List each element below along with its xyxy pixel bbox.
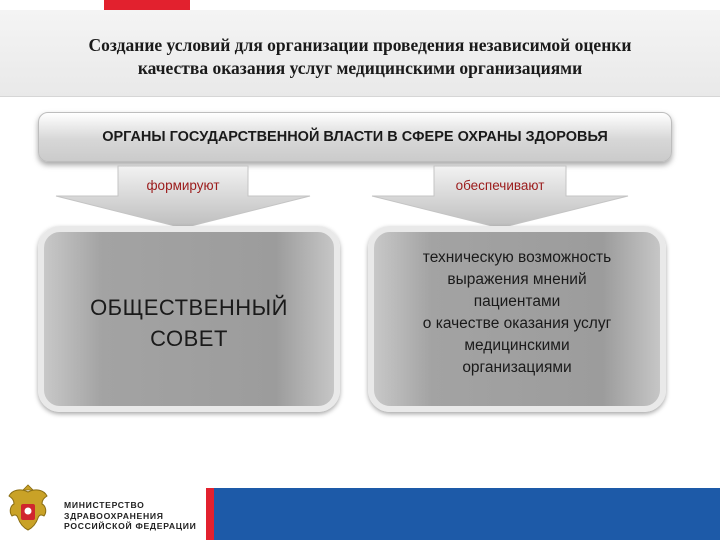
technical-line-5: медицинскими	[464, 337, 570, 354]
footer-blue-band	[214, 488, 720, 540]
title-line-2: качества оказания услуг медицинскими организациями	[137, 58, 583, 78]
footer	[0, 480, 720, 540]
title-line-1: Создание условий для организации проведения независимой оценки	[88, 35, 632, 55]
technical-line-4: о качестве оказания услуг	[422, 315, 612, 332]
right-arrow-label: обеспечивают	[455, 178, 545, 193]
ministry-line-3: РОССИЙСКОЙ ФЕДЕРАЦИИ	[64, 521, 197, 531]
technical-line-1: техническую возможность	[422, 249, 612, 266]
technical-capability-text	[423, 247, 611, 379]
ministry-name	[64, 500, 197, 532]
public-council-line-2: СОВЕТ	[150, 326, 228, 351]
authorities-header-text: ОРГАНЫ ГОСУДАРСТВЕННОЙ ВЛАСТИ В СФЕРЕ ОХРАНЫ ЗДОРОВЬЯ	[102, 129, 608, 145]
footer-red-stripe	[206, 488, 214, 540]
technical-capability-box	[368, 226, 666, 412]
ministry-line-1: МИНИСТЕРСТВО	[64, 500, 145, 510]
technical-line-2: выражения мнений	[447, 271, 587, 288]
technical-line-6: организациями	[462, 359, 572, 376]
technical-line-3: пациентами	[473, 293, 561, 310]
left-arrow-label: формируют	[146, 178, 220, 193]
public-council-line-1: ОБЩЕСТВЕННЫЙ	[90, 295, 288, 320]
coat-of-arms-icon	[6, 484, 50, 536]
ministry-line-2: ЗДРАВООХРАНЕНИЯ	[64, 510, 164, 521]
public-council-text	[90, 292, 288, 354]
public-council-box	[38, 226, 340, 412]
